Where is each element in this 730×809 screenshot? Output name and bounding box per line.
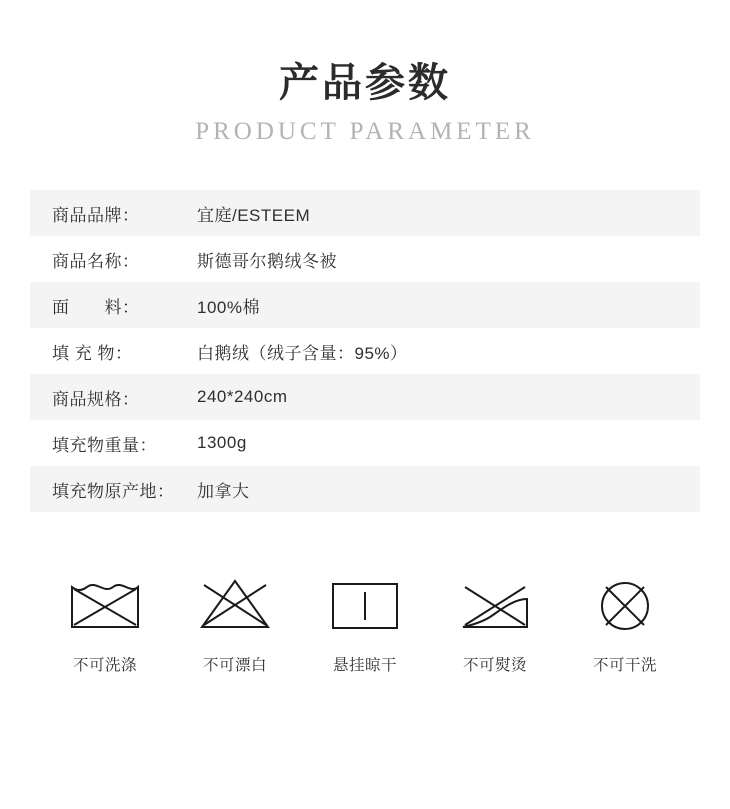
spec-value: 斯德哥尔鹅绒冬被 bbox=[197, 251, 337, 271]
care-label: 不可熨烫 bbox=[462, 657, 527, 674]
no-dryclean-icon bbox=[584, 565, 666, 643]
table-row bbox=[30, 374, 700, 420]
no-bleach-icon bbox=[194, 565, 276, 643]
care-item bbox=[194, 565, 276, 675]
page-header bbox=[0, 0, 730, 146]
spec-label: 填 充 物： bbox=[52, 343, 133, 363]
care-instruction-row bbox=[0, 565, 730, 675]
table-row bbox=[30, 236, 700, 282]
spec-value: 宜庭/ESTEEM bbox=[197, 205, 311, 225]
spec-value: 加拿大 bbox=[197, 481, 250, 501]
page-title: 产品参数 bbox=[279, 60, 451, 105]
care-label: 悬挂晾干 bbox=[332, 657, 397, 674]
table-row bbox=[30, 466, 700, 512]
spec-table bbox=[30, 190, 700, 512]
spec-label: 填充物原产地： bbox=[52, 481, 175, 501]
no-iron-icon bbox=[454, 565, 536, 643]
no-wash-icon bbox=[64, 565, 146, 643]
table-row bbox=[30, 420, 700, 466]
spec-value: 白鹅绒（绒子含量：95%） bbox=[197, 343, 408, 363]
line-dry-icon bbox=[324, 565, 406, 643]
table-row bbox=[30, 282, 700, 328]
care-item bbox=[584, 565, 666, 675]
spec-value: 1300g bbox=[197, 433, 247, 452]
page-subtitle: PRODUCT PARAMETER bbox=[195, 118, 535, 145]
care-item bbox=[454, 565, 536, 675]
spec-label: 商品规格： bbox=[52, 389, 140, 409]
table-row bbox=[30, 328, 700, 374]
table-row bbox=[30, 190, 700, 236]
care-label: 不可洗涤 bbox=[72, 657, 137, 674]
care-label: 不可干洗 bbox=[592, 657, 657, 674]
care-label: 不可漂白 bbox=[202, 657, 267, 674]
spec-label: 商品品牌： bbox=[52, 205, 140, 225]
spec-value: 240*240cm bbox=[197, 387, 288, 406]
spec-value: 100%棉 bbox=[197, 297, 260, 317]
spec-label: 商品名称： bbox=[52, 251, 140, 271]
care-item bbox=[64, 565, 146, 675]
care-item bbox=[324, 565, 406, 675]
spec-label: 填充物重量： bbox=[52, 435, 157, 455]
spec-label: 面 料： bbox=[52, 297, 140, 317]
